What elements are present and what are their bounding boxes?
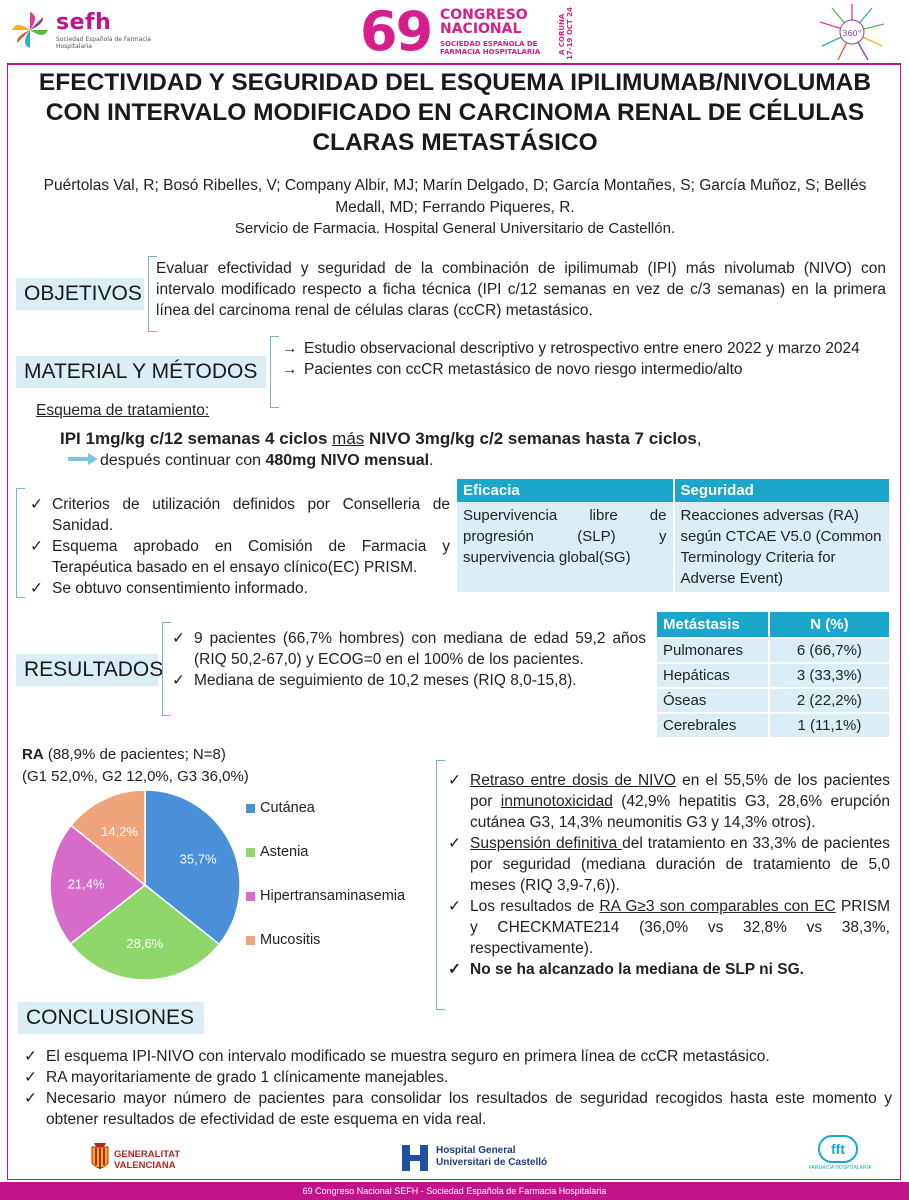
objetivos-label: OBJETIVOS (16, 278, 144, 310)
seguridad-header: Seguridad (674, 479, 891, 502)
finding-item-1 (444, 770, 890, 833)
metodos-label: MATERIAL Y MÉTODOS (16, 356, 266, 388)
scheme-c: , (696, 429, 702, 448)
finding-text: del tratamiento en 33,3% de pacientes por seguridad (mediana duración de tratamiento de 5,0 meses (RIQ 3,9-7,6)). (470, 835, 890, 894)
check-icon: ✓ (448, 835, 461, 852)
finding-text: RA G≥3 son comparables con EC (599, 898, 836, 915)
check-icon: ✓ (448, 898, 461, 915)
finding-text: inmunotoxicidad (500, 793, 613, 810)
resultados-bracket (162, 622, 163, 716)
sefh-subtitle: Sociedad Española de Farmacia Hospitalaria (56, 36, 151, 50)
congress-dates: 17-19 OCT 24 (566, 7, 574, 61)
hosp-line2: Universitari de Castelló (436, 1157, 548, 1168)
legend-swatch (246, 936, 255, 945)
legend-label: Cutánea (260, 800, 315, 816)
table-row (657, 638, 890, 663)
conclusiones-list (20, 1046, 892, 1130)
congress-line4: FARMACIA HOSPITALARIA (440, 48, 541, 56)
congress-society (440, 40, 540, 56)
scheme-d: después continuar con (100, 452, 266, 469)
metastasis-table (657, 612, 891, 737)
ra-pie-chart (40, 780, 250, 990)
check-icon: ✓ (30, 580, 43, 597)
criteria-bracket (16, 488, 17, 598)
finding-text: Retraso entre dosis de NIVO (470, 772, 676, 789)
scheme-line-1 (60, 428, 890, 450)
conclusion-text: El esquema IPI-NIVO con intervalo modificado se muestra seguro en primera línea de ccCR metastásico. (46, 1048, 770, 1065)
finding-text: No se ha alcanzado la mediana de SLP ni SG. (470, 961, 804, 978)
scheme-label: Esquema de tratamiento: (36, 402, 210, 419)
header (0, 0, 909, 64)
pie-data-label: 35,7% (179, 851, 217, 867)
scheme-mas: más (332, 429, 365, 448)
360-burst-logo (812, 2, 892, 62)
gv-line2: VALENCIANA (114, 1160, 176, 1171)
pie-data-label: 21,4% (67, 876, 105, 892)
eficacia-header: Eficacia (457, 479, 674, 502)
site-cell: Hepáticas (657, 663, 769, 688)
congress-logo (360, 2, 590, 62)
scheme-f: . (429, 452, 434, 469)
burst-label: 360° (842, 29, 862, 38)
legend-label: Mucositis (260, 932, 321, 948)
scheme-b: NIVO 3mg/kg c/2 semanas hasta 7 ciclos (364, 429, 697, 448)
conclusiones-label: CONCLUSIONES (18, 1002, 204, 1034)
resultados-item-text: Mediana de seguimiento de 10,2 meses (RIQ 8,0-15,8). (194, 672, 577, 689)
generalitat-shield-icon (90, 1143, 110, 1175)
check-icon: ✓ (30, 496, 43, 513)
resultados-list (168, 628, 646, 691)
metodos-item-1 (282, 338, 862, 359)
criteria-item-text: Criterios de utilización definidos por Conselleria de Sanidad. (52, 496, 450, 534)
metodos-item-1-text: Estudio observacional descriptivo y retrospectivo entre enero 2022 y marzo 2024 (304, 340, 860, 357)
resultados-label: RESULTADOS (16, 654, 158, 686)
resultados-item (168, 670, 646, 691)
ra-title-line2: (G1 52,0%, G2 12,0%, G3 36,0%) (22, 768, 249, 785)
legend-swatch (246, 804, 255, 813)
criteria-item (26, 536, 450, 578)
check-icon: ✓ (172, 672, 185, 689)
check-icon: ✓ (30, 538, 43, 555)
congress-line1: CONGRESO (440, 7, 528, 23)
sefh-logo (10, 10, 170, 54)
check-icon: ✓ (172, 630, 185, 647)
n-percent-header: N (%) (769, 612, 890, 638)
metodos-item-2-text: Pacientes con ccCR metastásico de novo riesgo intermedio/alto (304, 361, 743, 378)
eficacia-cell: Supervivencia libre de progresión (SLP) y supervivencia global(SG) (457, 502, 674, 592)
legend-swatch (246, 848, 255, 857)
criteria-item (26, 494, 450, 536)
scheme-a: IPI 1mg/kg c/12 semanas 4 ciclos (60, 429, 333, 448)
table-row (657, 663, 890, 688)
finding-text: Los resultados de (470, 898, 600, 915)
criteria-item-text: Se obtuvo consentimiento informado. (52, 580, 308, 597)
hospital-h-icon (400, 1143, 430, 1173)
n-cell: 6 (66,7%) (769, 638, 890, 663)
conclusion-item (20, 1088, 892, 1130)
finding-text: (42,9% hepatitis G3, 28,6% erupción cutánea G3, 14,3% neumonitis G3 y 14,3% otros). (470, 793, 890, 831)
metastasis-header: Metástasis (657, 612, 769, 638)
n-cell: 2 (22,2%) (769, 688, 890, 713)
site-cell: Cerebrales (657, 713, 769, 737)
conclusion-item (20, 1067, 892, 1088)
finding-item-3 (444, 896, 890, 959)
finding-item-4 (444, 959, 890, 980)
congress-place-dates (558, 6, 574, 62)
scheme-e: 480mg NIVO mensual (265, 452, 430, 469)
table-row (457, 502, 890, 592)
fft-text: fft (818, 1135, 858, 1163)
affiliation: Servicio de Farmacia. Hospital General Universitario de Castellón. (234, 220, 676, 237)
pie-data-label: 28,6% (126, 935, 164, 951)
check-icon: ✓ (24, 1048, 37, 1065)
finding-text: en el 55,5% de los pacientes por (470, 772, 890, 810)
ra-title-bold: RA (22, 746, 44, 763)
findings-list (444, 770, 890, 980)
arrow-icon: → (282, 361, 298, 378)
legend-label: Hipertransaminasemia (260, 888, 406, 904)
table-row (657, 713, 890, 737)
sefh-name: sefh (56, 10, 112, 35)
objetivos-text: Evaluar efectividad y seguridad de la combinación de ipilimumab (IPI) más nivolumab (NIVO) con intervalo modificado respecto a ficha técnica (IPI c/12 semanas en vez de c/3 semanas) en la primera línea del carcinoma renal de células claras (ccCR) metastásico. (156, 260, 886, 319)
resultados-item (168, 628, 646, 670)
legend-label: Astenia (260, 844, 309, 860)
criteria-list (26, 494, 450, 599)
congress-line3: SOCIEDAD ESPAÑOLA DE (440, 40, 538, 48)
check-icon: ✓ (24, 1069, 37, 1086)
congress-place: A CORUÑA (558, 13, 566, 55)
resultados-item-text: 9 pacientes (66,7% hombres) con mediana de edad 59,2 años (RIQ 50,2-67,0) y ECOG=0 en el 100% de los pacientes. (194, 630, 646, 668)
finding-text: PRISM y CHECKMATE214 (36,0% vs 32,8% vs 38,3%, respectivamente). (470, 898, 890, 957)
table-row (657, 688, 890, 713)
criteria-item-text: Esquema aprobado en Comisión de Farmacia y Terapéutica basado en el ensayo clínico(EC) PRISM. (52, 538, 450, 576)
site-cell: Pulmonares (657, 638, 769, 663)
metodos-bracket (270, 336, 271, 408)
efficacy-safety-table (457, 479, 891, 592)
check-icon: ✓ (448, 772, 461, 789)
check-icon: ✓ (24, 1090, 37, 1107)
objetivos-bracket (148, 256, 149, 332)
n-cell: 3 (33,3%) (769, 663, 890, 688)
fft-subtitle: FARMACIA HOSPITALARIA (808, 1165, 872, 1171)
legend-swatch (246, 892, 255, 901)
conclusion-text: RA mayoritariamente de grado 1 clínicamente manejables. (46, 1069, 449, 1086)
finding-item-2 (444, 833, 890, 896)
site-cell: Óseas (657, 688, 769, 713)
conclusion-text: Necesario mayor número de pacientes para consolidar los resultados de seguridad recogidos hasta este momento y obtener resultados de efectividad de este esquema en vida real. (46, 1090, 892, 1128)
findings-bracket (436, 760, 437, 1010)
scheme-arrow-icon (68, 452, 98, 466)
congress-line2: NACIONAL (440, 21, 522, 37)
poster-title: EFECTIVIDAD Y SEGURIDAD DEL ESQUEMA IPILIMUMAB/NIVOLUMAB CON INTERVALO MODIFICADO EN CARCINOMA RENAL DE CÉLULAS CLARAS METASTÁSICO (38, 69, 872, 156)
table-header-row (657, 612, 890, 638)
gv-line1: GENERALITAT (114, 1149, 181, 1160)
congress-title (440, 8, 528, 36)
table-header-row (457, 479, 890, 502)
congress-number: 69 (360, 0, 432, 63)
authors: Puértolas Val, R; Bosó Ribelles, V; Company Albir, MJ; Marín Delgado, D; García Montañes, S; García Muñoz, S; Bellés Medall, MD; Ferrando Piqueres, R. (43, 177, 867, 216)
sefh-pinwheel-icon (10, 10, 50, 50)
hosp-line1: Hospital General (436, 1145, 516, 1156)
arrow-icon: → (282, 340, 298, 357)
pie-data-label: 14,2% (101, 823, 139, 839)
n-cell: 1 (11,1%) (769, 713, 890, 737)
scheme-line-2 (100, 450, 800, 472)
conclusion-item (20, 1046, 892, 1067)
ra-title-rest: (88,9% de pacientes; N=8) (43, 746, 226, 763)
generalitat-logo (90, 1141, 210, 1177)
metodos-list (282, 338, 862, 380)
finding-text: Suspensión definitiva (470, 835, 623, 852)
fft-logo (800, 1135, 880, 1177)
hospital-logo (400, 1141, 560, 1177)
footer-bar: 69 Congreso Nacional SEFH - Sociedad Española de Farmacia Hospitalaria (0, 1182, 909, 1200)
check-icon: ✓ (448, 961, 461, 978)
metodos-item-2 (282, 359, 862, 380)
seguridad-cell: Reacciones adversas (RA) según CTCAE V5.0 (Common Terminology Criteria for Adverse Event) (674, 502, 891, 592)
criteria-item (26, 578, 450, 599)
footer-logos (0, 1135, 909, 1180)
